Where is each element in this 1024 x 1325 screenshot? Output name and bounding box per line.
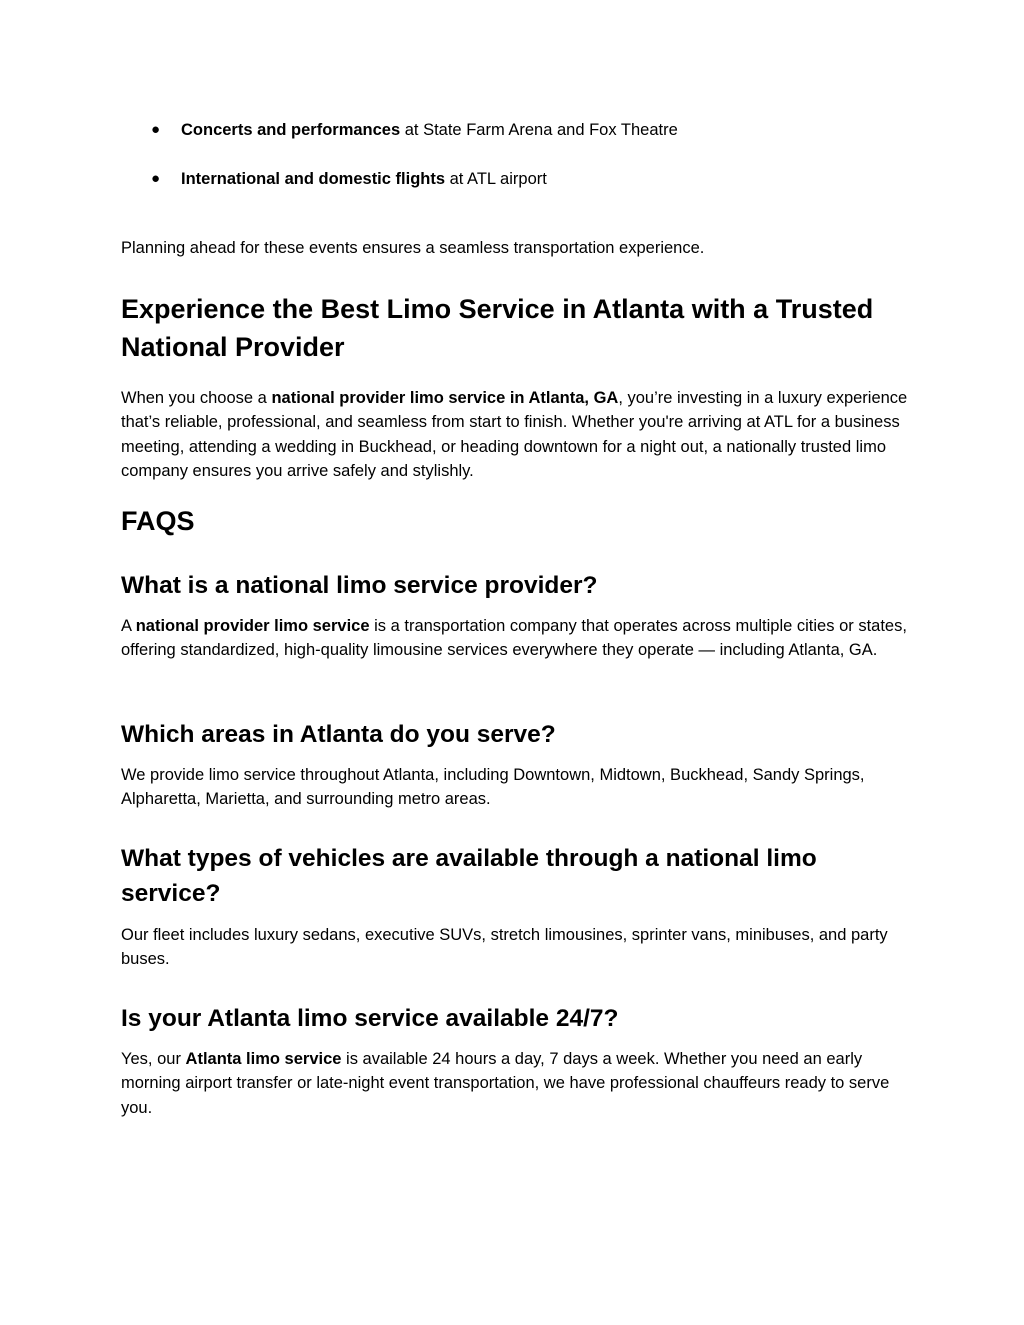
faq-answer-bold: Atlanta limo service	[185, 1050, 342, 1068]
section-text: When you choose a	[121, 389, 272, 407]
faq-answer-text: A	[121, 617, 136, 635]
list-item	[121, 118, 678, 142]
bullet-icon: ●	[151, 121, 161, 138]
faq-answer-text: is available 24 hours a day, 7 days a week. Whether you need an early morning airport transfer or late-night event transportation, we have professional chauffeurs ready to serve you.	[121, 1050, 890, 1117]
faq-question: What is a national limo service provider?	[121, 572, 598, 599]
faq-answer	[121, 1047, 911, 1120]
planning-paragraph: Planning ahead for these events ensures a seamless transportation experience.	[121, 239, 705, 257]
section-text: , you’re investing in a luxury experience that’s reliable, professional, and seamless from start to finish. Whether you're arriving at ATL for a business meeting, attending a wedding in Buckhead, or heading downtown for a night out, a nationally trusted limo company ensures you arrive safely and stylishly.	[121, 389, 908, 481]
bullet-text: at ATL airport	[445, 170, 547, 188]
bullet-icon: ●	[151, 170, 161, 187]
list-item	[121, 167, 678, 191]
faqs-heading: FAQS	[121, 506, 195, 536]
faq-answer	[121, 614, 911, 663]
faq-answer	[121, 923, 911, 972]
faq-question: Is your Atlanta limo service available 24/7?	[121, 1005, 619, 1032]
section-bold-text: national provider limo service in Atlanta, GA	[271, 389, 619, 407]
bullet-text: at State Farm Arena and Fox Theatre	[400, 121, 678, 139]
faq-answer	[121, 763, 911, 812]
faq-question: What types of vehicles are available through a national limo service?	[121, 845, 817, 907]
faq-answer-text: is a transportation company that operates across multiple cities or states, offering standardized, high-quality limousine services everywhere they operate — including Atlanta, GA.	[121, 617, 907, 660]
faq-answer-text: Our fleet includes luxury sedans, executive SUVs, stretch limousines, sprinter vans, minibuses, and party buses.	[121, 926, 888, 969]
faq-answer-bold: national provider limo service	[135, 617, 370, 635]
faq-answer-text: Yes, our	[121, 1050, 186, 1068]
section-heading: Experience the Best Limo Service in Atlanta with a Trusted National Provider	[121, 294, 874, 362]
bullet-bold-text: Concerts and performances	[181, 121, 401, 139]
section-paragraph	[121, 386, 911, 484]
bullet-bold-text: International and domestic flights	[181, 170, 446, 188]
event-bullet-list	[121, 118, 678, 216]
faq-answer-text: We provide limo service throughout Atlanta, including Downtown, Midtown, Buckhead, Sandy Springs, Alpharetta, Marietta, and surrounding metro areas.	[121, 766, 865, 809]
faq-question: Which areas in Atlanta do you serve?	[121, 721, 556, 748]
